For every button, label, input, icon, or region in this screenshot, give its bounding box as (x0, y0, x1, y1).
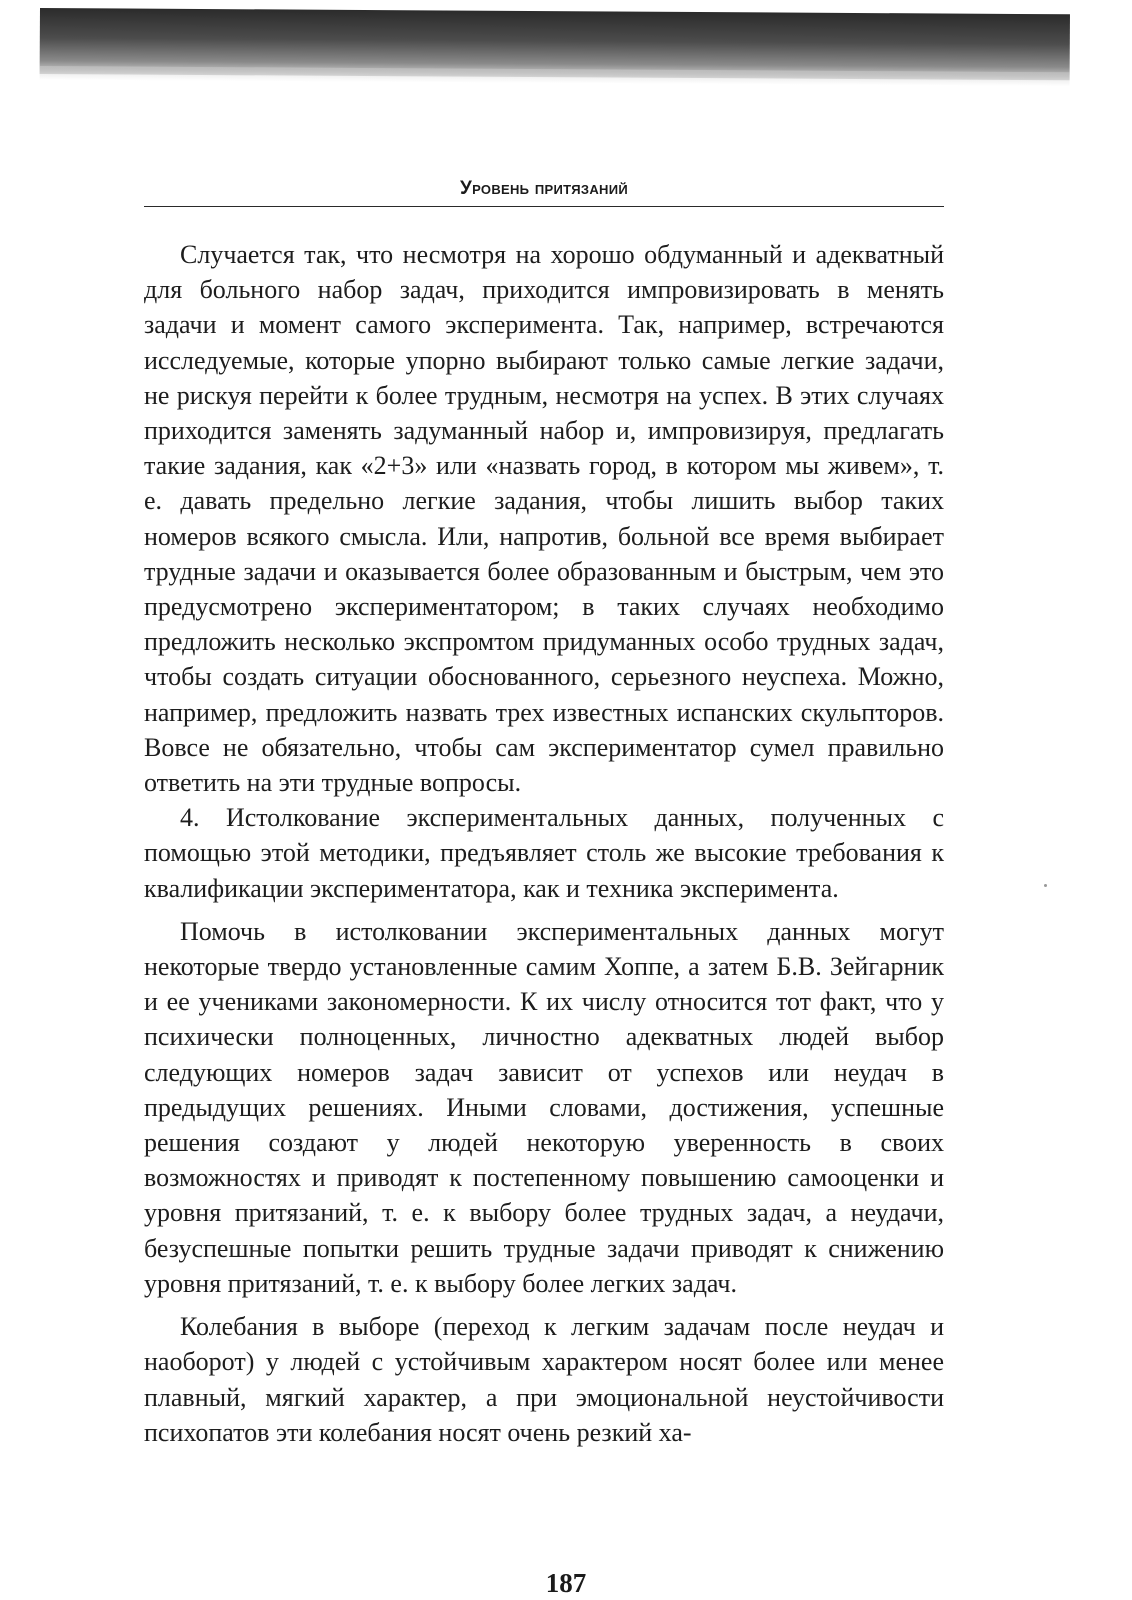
paragraph-interpretation-point-4: 4. Истолкование экспериментальных данных, полученных с помощью этой методики, предъявляет столь же высокие требования к квалификации экспериментатора, как и техника эксперимента. (144, 803, 944, 903)
book-page (144, 178, 944, 1450)
paragraph-regularities: Помочь в истолковании экспериментальных данных могут некоторые твердо установленные самим Хоппе, а затем Б.В. Зейгарник и ее учениками закономерности. К их числу относится тот факт, что у психически полноценных, личностно адекватных людей выбор следующих номеров задач зависит от успехов или неудач в предыдущих решениях. Иными словами, достижения, успешные решения создают у людей некоторую уверенность в своих возможностях и приводят к постепенному повышению самооценки и уровня притязаний, т. е. к выбору более трудных задач, а неудачи, безуспешные попытки решить трудные задачи приводят к снижению уровня притязаний, т. е. к выбору более легких задач. (144, 916, 944, 1298)
scan-speck (1044, 884, 1047, 887)
paragraph-improvisation: Случается так, что несмотря на хорошо обдуманный и адекватный для больного набор задач, приходится импровизировать в менять задачи и момент самого эксперимента. Так, например, встречаются исследуемые, которые упорно выбирают только самые легкие задачи, не рискуя перейти к более трудным, несмотря на успех. В этих случаях приходится заменять задуманный набор и, импровизируя, предлагать такие задания, как «2+3» или «назвать город, в котором мы живем», т. е. давать предельно легкие задания, чтобы лишить выбор таких номеров всякого смысла. Или, напротив, больной все время выбирает трудные задачи и оказывается более образованным и быстрым, чем это предусмотрено экспериментатором; в таких случаях необходимо предложить несколько экспромтом придуманных особо трудных задач, чтобы создать ситуации обоснованного, серьезного неуспеха. Можно, например, предложить назвать трех известных испанских скульпторов. Вовсе не обязательно, чтобы сам экспериментатор сумел правильно ответить на эти трудные вопросы. (144, 240, 944, 798)
scan-shadow-band (40, 8, 1070, 80)
paragraph-fluctuations: Колебания в выборе (переход к легким задачам после неудач и наоборот) у людей с устойчивым характером носят более или менее плавный, мягкий характер, а при эмоциональной неустойчивости психопатов эти колебания носят очень резкий ха- (144, 1312, 944, 1447)
running-head: Уровень притязаний (144, 178, 944, 207)
body-text (144, 237, 944, 1450)
page-number: 187 (545, 1568, 587, 1598)
